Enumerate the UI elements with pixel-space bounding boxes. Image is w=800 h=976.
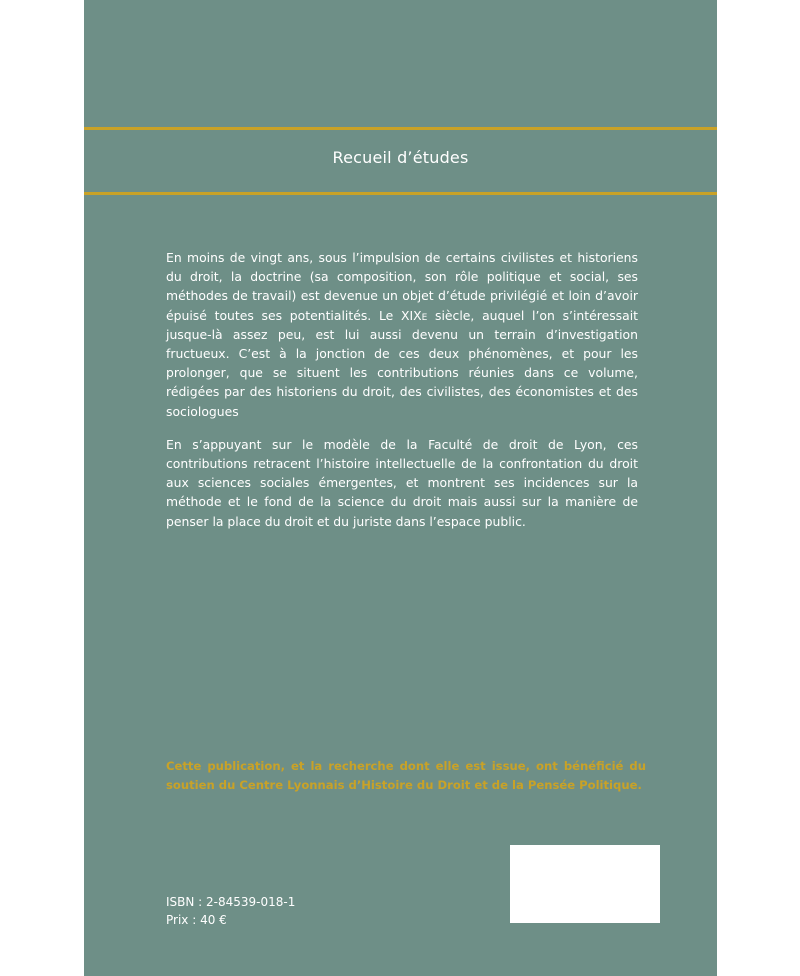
back-cover: [84, 0, 717, 976]
top-gold-rule: [84, 127, 717, 130]
blurb-paragraph-1-start: En moins de vingt ans, sous l’impulsion de certains civilistes et historiens du droit, la doctrine (sa composition, son rôle politique et social, ses méthodes de travail) est devenue un objet d’étude privilégié et loin d’avoir épuisé toutes ses potentialités. Le: [166, 250, 638, 323]
funding-note: Cette publication, et la recherche dont elle est issue, ont bénéficié du soutien du Centre Lyonnais d’Histoire du Droit et de la Pensée Politique.: [166, 759, 646, 792]
blurb-paragraph-2: En s’appuyant sur le modèle de la Faculté de droit de Lyon, ces contributions retracent l’histoire intellectuelle de la confrontation du droit aux sciences sociales émergentes, et montrent ses incidences sur la méthode et le fond de la science du droit mais aussi sur la manière de penser la place du droit et du juriste dans l’espace public.: [166, 436, 638, 529]
barcode-placeholder: [510, 845, 660, 923]
blurb: [166, 248, 638, 545]
blurb-paragraph-1: [166, 248, 638, 421]
isbn: ISBN : 2-84539-018-1: [166, 895, 296, 909]
publication-meta: [166, 893, 295, 929]
price: Prix : 40 €: [166, 913, 227, 927]
blurb-paragraph-1-end: siècle, auquel l’on s’intéressait jusque-là assez peu, est lui aussi devenu un terrain d’investigation fructueux. C’est à la jonction de ces deux phénomènes, et pour les prolonger, que se situent les contributions réunies dans ce volume, rédigées par des historiens du droit, des civilistes, des économistes et des sociologues: [166, 307, 639, 419]
bottom-gold-rule: [84, 192, 717, 195]
century-numeral: XIXe: [400, 307, 428, 323]
series-title: Recueil d’études: [332, 148, 469, 167]
